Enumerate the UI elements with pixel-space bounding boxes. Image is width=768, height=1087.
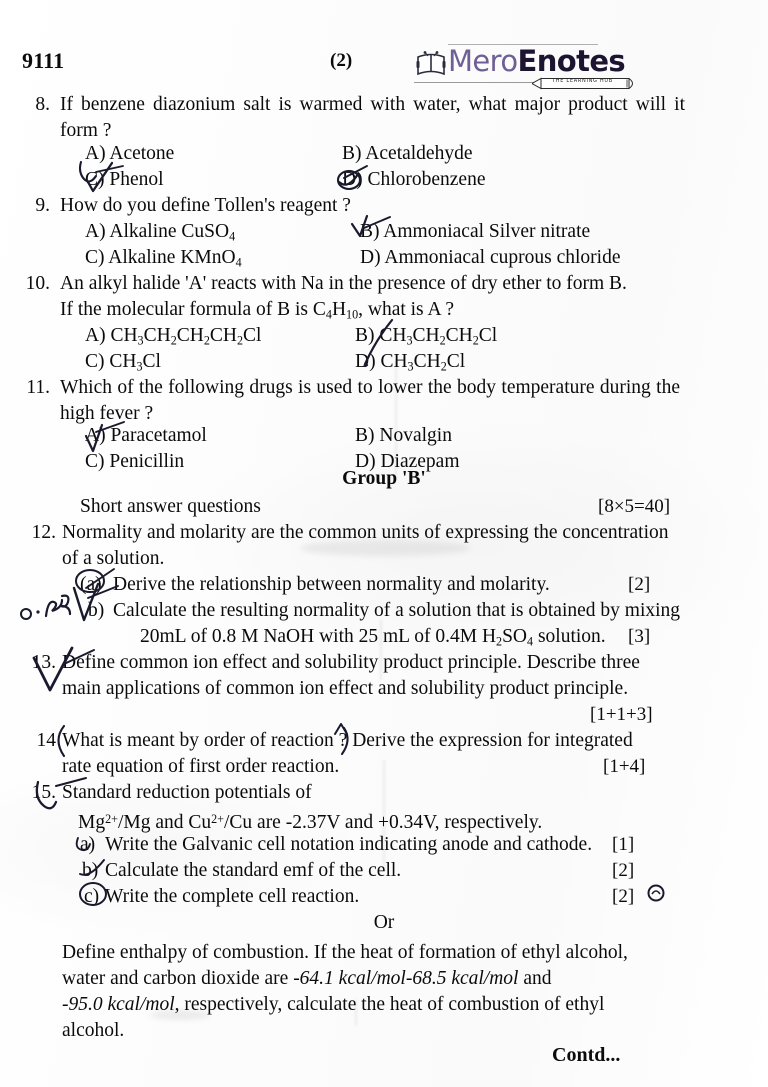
or-question-line1: Define enthalpy of combustion. If the heat of formation of ethyl alcohol, bbox=[62, 942, 628, 963]
or-l2-post: and bbox=[518, 968, 552, 989]
question-15-number: 15. bbox=[31, 782, 56, 803]
question-13-line2: main applications of common ion effect and solubility product principle. bbox=[62, 678, 629, 699]
q10-l2-sub1: 4 bbox=[325, 307, 332, 322]
question-11-option-b: B) Novalgin bbox=[355, 425, 452, 446]
q10-a-m1: CH bbox=[143, 325, 171, 346]
question-9-option-d: D) Ammoniacal cuprous chloride bbox=[360, 247, 621, 268]
question-10-number: 10. bbox=[25, 273, 50, 294]
page-number: (2) bbox=[330, 50, 353, 71]
mero-enotes-logo bbox=[412, 44, 637, 92]
question-13-line1: Define common ion effect and solubility product principle. Describe three bbox=[62, 652, 640, 673]
question-11-option-d: D) Diazepam bbox=[355, 451, 460, 472]
q10-b-s3: 2 bbox=[472, 333, 479, 348]
question-8-text: If benzene diazonium salt is warmed with water, what major product will it form ? bbox=[60, 94, 685, 141]
q10-d-pre: D) CH bbox=[355, 351, 408, 372]
question-12b-label: b) bbox=[88, 600, 105, 621]
q10-c-s1: 3 bbox=[136, 359, 143, 374]
footer-contd: Contd... bbox=[552, 1044, 621, 1066]
question-12a-text: Derive the relationship between normality and molarity. bbox=[113, 574, 550, 595]
q10-b-m2: CH bbox=[445, 325, 473, 346]
q10-b-post: Cl bbox=[478, 325, 498, 346]
q10-b-s1: 3 bbox=[406, 333, 413, 348]
question-12b-marks: [3] bbox=[628, 626, 651, 647]
q10-l2-mid: H bbox=[331, 299, 347, 320]
q9-opt-a-text: A) Alkaline CuSO bbox=[85, 221, 230, 242]
q10-d-s2: 2 bbox=[440, 359, 447, 374]
logo-text-mero: Mero bbox=[448, 44, 518, 78]
question-15b-marks: [2] bbox=[612, 860, 635, 881]
q10-b-s2: 2 bbox=[439, 333, 446, 348]
question-15b-label: b) bbox=[82, 860, 99, 881]
q10-a-s3: 2 bbox=[203, 333, 210, 348]
q10-a-s4: 2 bbox=[236, 333, 244, 348]
q10-b-pre: B) CH bbox=[355, 325, 407, 346]
question-14-line2: rate equation of first order reaction. bbox=[62, 756, 340, 777]
question-9-option-b: B) Ammoniacal Silver nitrate bbox=[360, 221, 591, 242]
logo-text-enotes: Enotes bbox=[517, 44, 626, 78]
question-12-line1: Normality and molarity are the common units of expressing the concentration bbox=[62, 522, 669, 543]
question-8-option-c: C) Phenol bbox=[85, 169, 164, 190]
q12b-l2-sub1: 2 bbox=[496, 634, 503, 649]
q12b-l2-pre: 20mL of 0.8 M NaOH with 25 mL of 0.4M H bbox=[140, 626, 497, 647]
or-l3-post: , respectively, calculate the heat of combustion of ethyl bbox=[174, 994, 605, 1015]
question-14-number: 14 bbox=[36, 730, 56, 751]
q9-opt-c-text: C) Alkaline KMnO bbox=[85, 247, 236, 268]
logo-wordmark bbox=[448, 44, 625, 78]
question-9-number: 9. bbox=[35, 195, 50, 216]
question-15c-label: c) bbox=[84, 886, 100, 907]
group-b-marks: [8×5=40] bbox=[598, 496, 671, 517]
question-15c-marks: [2] bbox=[612, 886, 635, 907]
logo-bottom-rule bbox=[414, 82, 534, 83]
q10-l2-sub2: 10 bbox=[346, 307, 359, 322]
page-header bbox=[0, 44, 768, 88]
question-15a-marks: [1] bbox=[612, 834, 635, 855]
logo-tagline: THE LEARNING HUB bbox=[552, 78, 613, 84]
question-15-line1: Standard reduction potentials of bbox=[62, 782, 312, 803]
q12b-l2-sub2: 4 bbox=[527, 634, 534, 649]
q9-opt-a-sub: 4 bbox=[229, 229, 236, 244]
question-14-line1: What is meant by order of reaction ? Derive the expression for integrated bbox=[62, 730, 633, 751]
q10-l2-pre: If the molecular formula of B is C bbox=[60, 299, 326, 320]
question-12-line2: of a solution. bbox=[62, 548, 165, 569]
group-b-heading: Group 'B' bbox=[342, 468, 426, 489]
q15-l2-mid: /Mg and Cu bbox=[117, 812, 212, 834]
q12b-l2-post: solution. bbox=[533, 626, 606, 647]
question-15a-text: Write the Galvanic cell notation indicating anode and cathode. bbox=[105, 834, 593, 855]
question-15b-text: Calculate the standard emf of the cell. bbox=[105, 860, 402, 881]
question-8-option-d: D) Chlorobenzene bbox=[342, 169, 486, 190]
q10-a-pre: A) CH bbox=[85, 325, 138, 346]
question-8-option-b: B) Acetaldehyde bbox=[342, 143, 473, 164]
question-13-number: 13. bbox=[31, 652, 56, 673]
q10-b-m1: CH bbox=[412, 325, 440, 346]
q9-opt-c-sub: 4 bbox=[235, 255, 242, 270]
question-8-option-a: A) Acetone bbox=[85, 143, 175, 164]
question-13-marks: [1+1+3] bbox=[590, 704, 653, 725]
or-divider: Or bbox=[373, 912, 395, 933]
q10-d-m1: CH bbox=[413, 351, 441, 372]
q10-a-m3: CH bbox=[209, 325, 237, 346]
or-l3-ital: -95.0 kcal/mol bbox=[62, 994, 175, 1015]
question-12b-text: Calculate the resulting normality of a solution that is obtained by mixing bbox=[113, 600, 681, 621]
q10-d-s1: 3 bbox=[407, 359, 414, 374]
question-10-line1: An alkyl halide 'A' reacts with Na in the presence of dry ether to form B. bbox=[60, 273, 627, 294]
question-12a-marks: [2] bbox=[628, 574, 651, 595]
or-l2-ital: -64.1 kcal/mol-68.5 kcal/mol bbox=[293, 968, 519, 989]
q10-a-post: Cl bbox=[243, 325, 262, 346]
question-12-number: 12. bbox=[31, 522, 56, 543]
q15-l2-pre: Mg bbox=[78, 812, 106, 834]
open-book-icon bbox=[416, 50, 446, 78]
q15-l2-post: /Cu are -2.37V and +0.34V, respectively. bbox=[223, 812, 543, 834]
q10-a-s1: 3 bbox=[137, 333, 144, 348]
q10-a-m2: CH bbox=[176, 325, 204, 346]
or-question-line4: alcohol. bbox=[62, 1020, 125, 1041]
question-12a-label: (a) bbox=[80, 574, 102, 595]
or-question-line2 bbox=[62, 966, 702, 992]
question-11-option-c: C) Penicillin bbox=[85, 451, 185, 472]
q10-a-s2: 2 bbox=[170, 333, 177, 348]
question-11-option-a: A) Paracetamol bbox=[85, 425, 207, 446]
question-8-number: 8. bbox=[35, 94, 50, 115]
question-9-text: How do you define Tollen's reagent ? bbox=[60, 195, 351, 216]
question-14-marks: [1+4] bbox=[603, 756, 646, 777]
or-question-line3 bbox=[62, 992, 702, 1018]
question-11-text: Which of the following drugs is used to lower the body temperature during the high fever ? bbox=[60, 377, 680, 424]
question-15a-label: a) bbox=[80, 834, 96, 855]
q10-d-post: Cl bbox=[446, 351, 466, 372]
q10-l2-post: , what is A ? bbox=[358, 299, 454, 320]
or-l2-pre: water and carbon dioxide are bbox=[62, 968, 294, 989]
ink-mark-q15c-trailing bbox=[646, 882, 670, 906]
q10-c-post: Cl bbox=[142, 351, 161, 372]
q15-l2-sup1: 2+ bbox=[105, 812, 118, 826]
q12b-l2-mid: SO bbox=[502, 626, 528, 647]
group-b-instruction: Short answer questions bbox=[80, 496, 261, 517]
q10-c-pre: C) CH bbox=[85, 351, 137, 372]
exam-code: 9111 bbox=[22, 48, 65, 73]
q15-l2-sup2: 2+ bbox=[211, 812, 224, 826]
question-15c-text: Write the complete cell reaction. bbox=[105, 886, 360, 907]
question-11-number: 11. bbox=[26, 377, 50, 398]
